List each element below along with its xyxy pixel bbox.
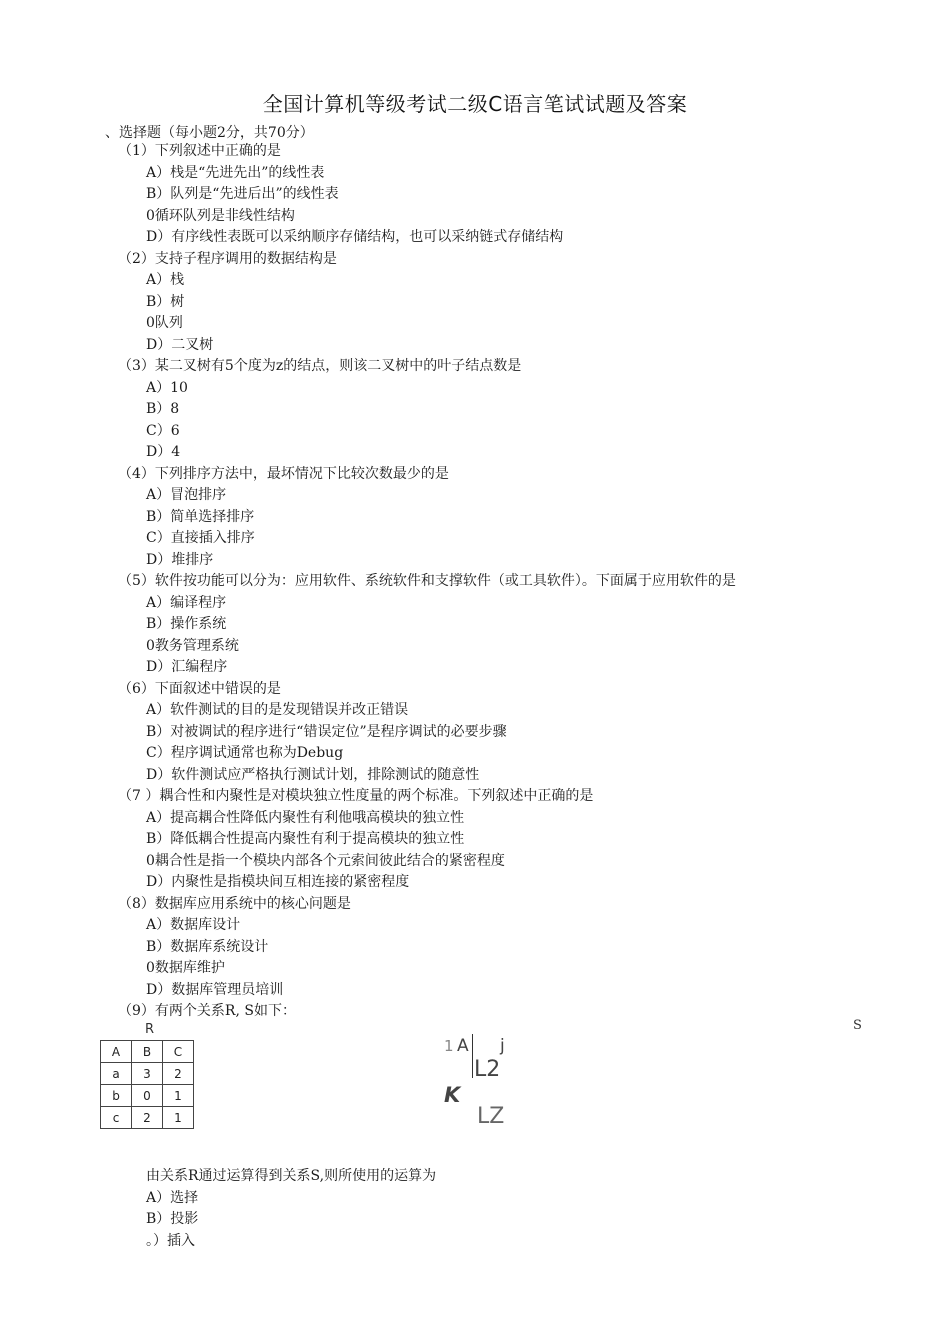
- table-header-cell: B: [132, 1041, 163, 1063]
- question-stem: （9）有两个关系R, S如下：: [118, 1003, 296, 1019]
- table-row: [101, 1063, 194, 1085]
- answer-option: A）栈是“先进先出”的线性表: [146, 164, 325, 181]
- answer-option: B）队列是“先进后出”的线性表: [146, 186, 339, 202]
- answer-option: A）10: [146, 379, 188, 396]
- relation-r-table: [100, 1040, 194, 1129]
- answer-option: D）软件测试应严格执行测试计划，排除测试的随意性: [146, 766, 480, 783]
- relation-s-fragment: 1: [444, 1037, 454, 1055]
- answer-option: B）简单选择排序: [146, 508, 255, 525]
- answer-option: 0教务管理系统: [146, 637, 239, 654]
- relation-s-divider: [472, 1034, 473, 1078]
- relation-s-fragment: K: [444, 1083, 461, 1107]
- question-stem: （8）数据库应用系统中的核心问题是: [118, 895, 351, 912]
- answer-option: 0队列: [146, 315, 183, 331]
- answer-option: A）栈: [146, 272, 185, 288]
- table-cell: 0: [132, 1085, 163, 1107]
- page-title: 全国计算机等级考试二级C语言笔试试题及答案: [262, 92, 688, 116]
- answer-option: C）程序调试通常也称为Debug: [146, 745, 344, 761]
- answer-option: D）有序线性表既可以采纳顺序存储结构，也可以采纳链式存储结构: [146, 229, 564, 245]
- question-9-tail: [0, 1166, 950, 1252]
- answer-option: D）内聚性是指模块间互相连接的紧密程度: [146, 874, 410, 890]
- table-cell: c: [101, 1107, 132, 1129]
- answer-option: B）降低耦合性提高内聚性有利于提高模块的独立性: [146, 831, 465, 847]
- answer-option: A）数据库设计: [146, 917, 241, 933]
- answer-option: 0循环队列是非线性结构: [146, 207, 295, 224]
- relation-s-fragment: L2: [474, 1057, 501, 1082]
- question-stem: 由关系R通过运算得到关系S,则所使用的运算为: [146, 1168, 437, 1184]
- table-cell: a: [101, 1063, 132, 1085]
- answer-option: B）操作系统: [146, 616, 227, 632]
- answer-option: A）冒泡排序: [146, 487, 227, 503]
- answer-option: A）编译程序: [146, 594, 227, 611]
- answer-option: B）投影: [146, 1211, 199, 1227]
- answer-option: D）堆排序: [146, 551, 214, 568]
- answer-option: D）4: [146, 444, 181, 460]
- table-header-cell: C: [163, 1041, 194, 1063]
- question-stem: （4）下列排序方法中，最坏情况下比较次数最少的是: [118, 465, 449, 482]
- table-header-cell: A: [101, 1041, 132, 1063]
- answer-option: D）汇编程序: [146, 659, 228, 675]
- answer-option: A）提高耦合性降低内聚性有利他哦高模块的独立性: [146, 809, 465, 826]
- question-stem: （2）支持子程序调用的数据结构是: [118, 250, 337, 267]
- table-cell: 1: [163, 1085, 194, 1107]
- answer-option: 0数据库维护: [146, 960, 225, 976]
- answer-option: D）数据库管理员培训: [146, 981, 284, 998]
- answer-option: 0耦合性是指一个模块内部各个元索间彼此结合的紧密程度: [146, 852, 505, 869]
- relation-s-fragment: A: [457, 1036, 469, 1056]
- table-row: [101, 1107, 194, 1129]
- question-stem: （3）某二叉树有5个度为z的结点，则该二叉树中的叶子结点数是: [118, 358, 522, 374]
- answer-option: B）树: [146, 293, 185, 310]
- relation-s-fragment: j: [500, 1036, 505, 1056]
- table-row: [101, 1041, 194, 1063]
- table-cell: 1: [163, 1107, 194, 1129]
- answer-option: 。）插入: [146, 1232, 195, 1249]
- table-cell: 3: [132, 1063, 163, 1085]
- answer-option: A）选择: [146, 1189, 199, 1206]
- question-stem: （7 ）耦合性和内聚性是对模块独立性度量的两个标准。下列叙述中正确的是: [118, 788, 594, 804]
- question-stem: （6）下面叙述中错误的是: [118, 680, 281, 697]
- answer-option: B）数据库系统设计: [146, 938, 269, 955]
- section-heading: 、选择题（每小题2分，共70分）: [105, 125, 314, 141]
- question-stem: （5）软件按功能可以分为：应用软件、系统软件和支撑软件（或工具软件）。下面属于应用软件的是: [118, 573, 736, 589]
- answer-option: A）软件测试的目的是发现错误并改正错误: [146, 702, 409, 718]
- table-cell: b: [101, 1085, 132, 1107]
- relation-s-label: S: [853, 1018, 862, 1033]
- answer-option: C）6: [146, 422, 180, 439]
- question-stem: （1）下列叙述中正确的是: [118, 143, 281, 159]
- table-cell: 2: [163, 1063, 194, 1085]
- answer-option: D）二叉树: [146, 336, 214, 353]
- answer-option: B）对被调试的程序进行“错误定位”是程序调试的必要步骤: [146, 723, 507, 740]
- relation-r-label: R: [145, 1022, 155, 1037]
- answer-option: C）直接插入排序: [146, 530, 255, 546]
- table-cell: 2: [132, 1107, 163, 1129]
- relation-s-fragment: LZ: [477, 1104, 505, 1129]
- answer-option: B）8: [146, 401, 180, 417]
- table-row: [101, 1085, 194, 1107]
- question-list: [0, 141, 950, 1023]
